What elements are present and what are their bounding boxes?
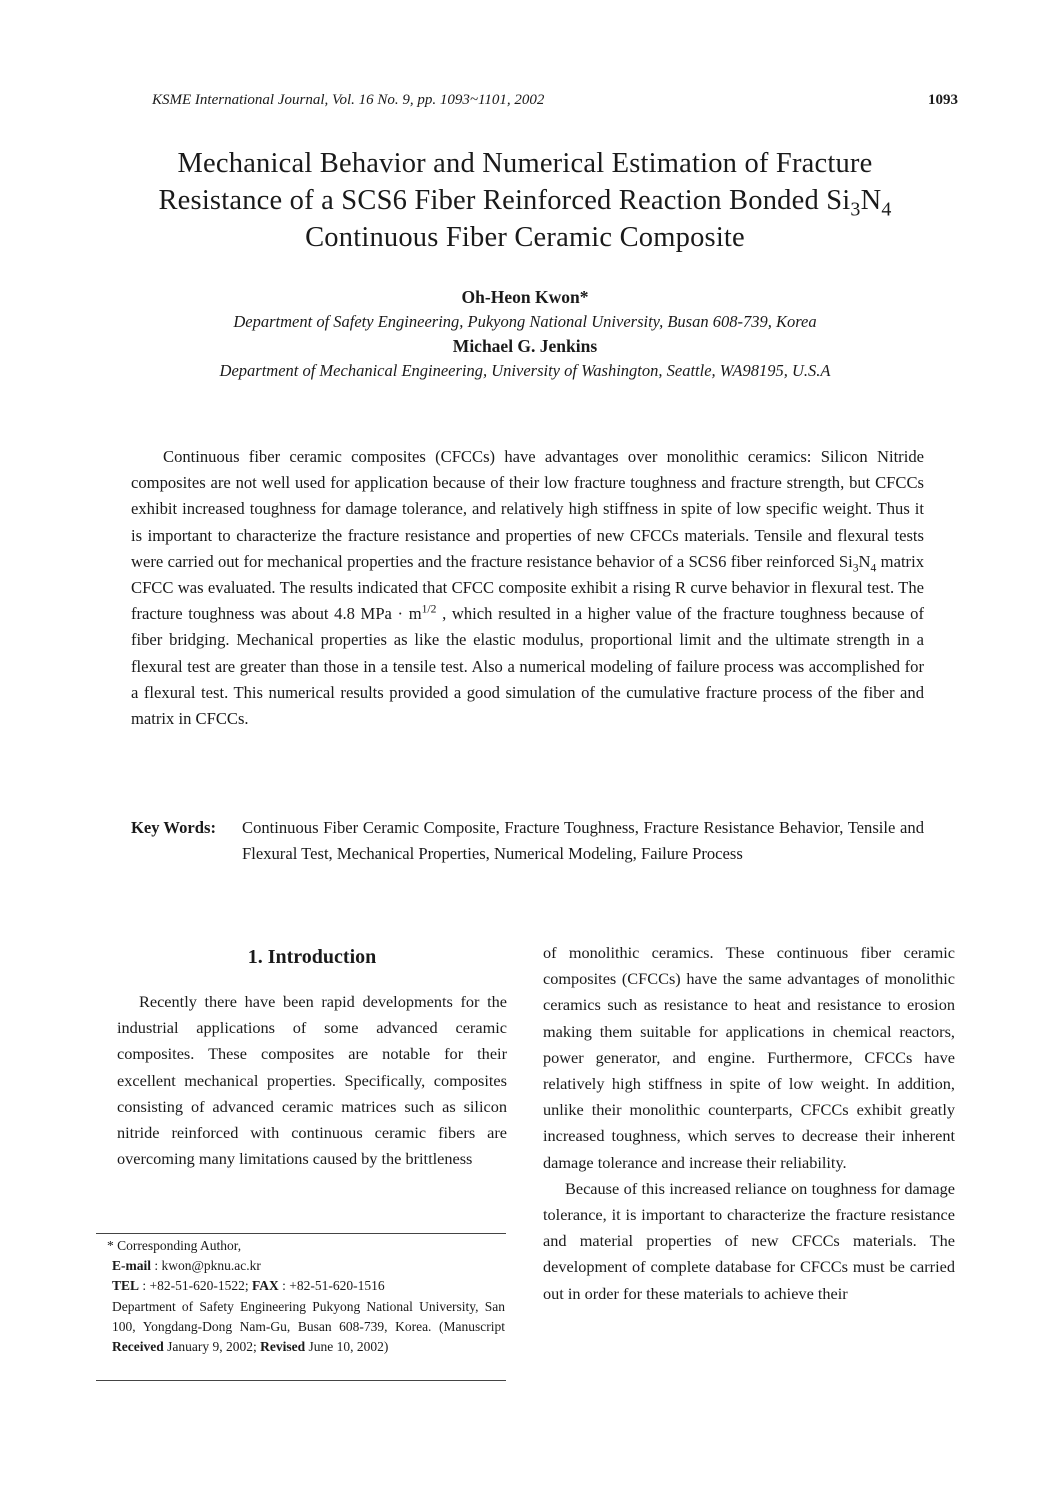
abstract: [131, 444, 924, 732]
footnote-divider: [96, 1233, 506, 1234]
email-label: E-mail: [112, 1258, 151, 1274]
author-name: Michael G. Jenkins: [452, 336, 598, 356]
footnote: [107, 1236, 505, 1357]
abstract-superscript: 1/2: [421, 602, 437, 616]
page-number: 1093: [928, 92, 958, 108]
abstract-part: matrix CFCC was evaluated. The results indicated that CFCC composite exhibit a rising R curve behavior in flexural test. The fracture toughness was about 4.8 MPa · m: [131, 551, 924, 624]
keywords-label: Key Words:: [131, 818, 216, 837]
title-line-2-n: N: [860, 185, 882, 216]
paper-title: [60, 145, 990, 256]
title-line-2-text: Resistance of a SCS6 Fiber Reinforced Reaction Bonded Si: [158, 185, 851, 216]
footnote-bottom-divider: [96, 1380, 506, 1381]
body-paragraph: of monolithic ceramics. These continuous fiber ceramic composites (CFCCs) have the same advantages of monolithic ceramics such as resistance to heat and resistance to erosion making them suitable for applications in chemical reactors, power generator, and engine. Furthermore, CFCCs have relatively high stiffness in spite of low weight. In addition, unlike their monolithic counterparts, CFCCs exhibit greatly increased toughness, which serves to decrease their inherent damage tolerance and increase their reliability.: [543, 943, 955, 1172]
author-block: [60, 285, 990, 383]
fax-label: FAX: [252, 1278, 279, 1294]
title-line-3: Continuous Fiber Ceramic Composite: [305, 222, 745, 253]
body-paragraph: Because of this increased reliance on toughness for damage tolerance, it is important to characterize the fracture resistance and material properties of new CFCCs materials. The development of complete database for CFCCs must be carried out in order for these materials to achieve their: [543, 1178, 955, 1303]
footnote-email: [107, 1256, 505, 1276]
title-subscript: 3: [850, 198, 861, 221]
address-text: Department of Safety Engineering Pukyong National University, San 100, Yongdang-Dong Nam-Gu, Busan 608-739, Korea. (Manuscript: [112, 1298, 505, 1334]
email-value: : kwon@pknu.ac.kr: [154, 1258, 261, 1274]
received-value: January 9, 2002;: [167, 1339, 257, 1355]
abstract-text: [131, 444, 924, 732]
revised-label: Revised: [260, 1339, 306, 1355]
abstract-part: N: [858, 551, 871, 571]
keywords: [131, 815, 924, 867]
received-label: Received: [112, 1339, 164, 1355]
author-affiliation: Department of Mechanical Engineering, University of Washington, Seattle, WA98195, U.S.A: [219, 361, 831, 380]
body-paragraph: Recently there have been rapid developments for the industrial applications of some advanced ceramic composites. These composites are notable for their excellent mechanical properties. Specifically, composites consisting of advanced ceramic matrices such as silicon nitride reinforced with continuous ceramic fibers are overcoming many limitations caused by the brittleness: [117, 992, 507, 1169]
running-head: [152, 92, 960, 109]
title-line-1: Mechanical Behavior and Numerical Estimation of Fracture: [177, 148, 873, 179]
footnote-corresponding: * Corresponding Author,: [107, 1238, 242, 1253]
journal-citation: KSME International Journal, Vol. 16 No. 9, pp. 1093~1101, 2002: [152, 92, 545, 108]
title-line-2: [60, 182, 990, 219]
tel-value: : +82-51-620-1522;: [142, 1278, 249, 1294]
footnote-phone: [107, 1276, 505, 1296]
title-subscript: 4: [881, 198, 892, 221]
revised-value: June 10, 2002): [308, 1339, 389, 1355]
author-name: Oh-Heon Kwon*: [461, 287, 589, 307]
right-column: [543, 940, 955, 1307]
keywords-text: Continuous Fiber Ceramic Composite, Fracture Toughness, Fracture Resistance Behavior, Tensile and Flexural Test, Mechanical Properties, Numerical Modeling, Failure Process: [242, 818, 924, 863]
abstract-subscript: 4: [870, 561, 877, 575]
author-affiliation: Department of Safety Engineering, Pukyong National University, Busan 608-739, Korea: [233, 312, 817, 331]
abstract-part: , which resulted in a higher value of the fracture toughness because of fiber bridging. Mechanical properties as like the elastic modulus, proportional limit and the ultimate strength in a flexural test are greater than those in a tensile test. Also a numerical modeling of failure process was accomplished for a flexural test. This numerical results provided a good simulation of the cumulative fracture process of the fiber and matrix in CFCCs.: [131, 604, 924, 729]
abstract-subscript: 3: [852, 561, 859, 575]
tel-label: TEL: [112, 1278, 140, 1294]
left-column: [117, 940, 507, 1172]
fax-value: : +82-51-620-1516: [282, 1278, 385, 1294]
footnote-address: [107, 1297, 505, 1358]
section-heading: 1. Introduction: [247, 946, 377, 968]
abstract-part: Continuous fiber ceramic composites (CFCCs) have advantages over monolithic ceramics: Silicon Nitride composites are not well used for application because of their low fracture toughness and fracture strength, but CFCCs exhibit increased toughness for damage tolerance, and relatively high stiffness in spite of low specific weight. Thus it is important to characterize the fracture resistance and properties of new CFCCs materials. Tensile and flexural tests were carried out for mechanical properties and the fracture resistance behavior of a SCS6 fiber reinforced Si: [131, 447, 924, 571]
